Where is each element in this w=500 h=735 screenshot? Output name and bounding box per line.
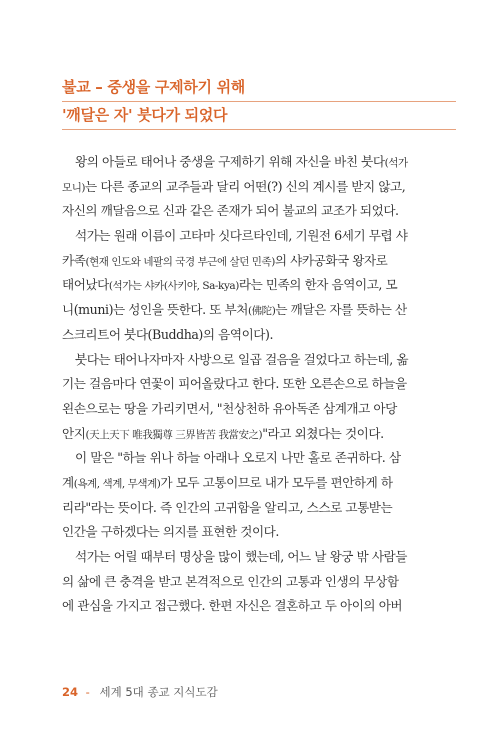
- body-line: [62, 199, 456, 224]
- book-title: 세계 5대 종교 지식도감: [99, 685, 218, 699]
- body-line: [62, 348, 456, 373]
- body-line: [62, 520, 456, 545]
- body-line: [62, 594, 456, 619]
- body-line: [62, 224, 456, 249]
- body-line: [62, 150, 456, 175]
- body-line: [62, 570, 456, 595]
- body-line: [62, 273, 456, 298]
- text-run: 의 삶에 큰 충격을 받고 본격적으로 인간의 고통과 인생의 무상함: [62, 573, 399, 589]
- section-heading: [62, 74, 456, 130]
- body-line: [62, 496, 456, 521]
- body-line: [62, 175, 456, 200]
- text-run: 왼손으로는 땅을 가리키면서, "천상천하 유아독존 삼계개고 아당: [62, 400, 397, 416]
- text-run: 붓다는 태어나자마자 사방으로 일곱 걸음을 걸었다고 하는데, 옮: [75, 351, 409, 367]
- text-run: 이 말은 "하늘 위나 하늘 아래나 오로지 나만 홀로 존귀하다. 삼: [75, 450, 401, 466]
- text-run: 석가는 원래 이름이 고타마 싯다르타인데, 기원전 6세기 무렵 샤: [75, 228, 408, 244]
- footer-separator: -: [85, 685, 90, 699]
- text-run: 기는 걸음마다 연꽃이 피어올랐다고 한다. 또한 오른손으로 하늘을: [62, 376, 407, 392]
- text-run: 안지: [62, 425, 86, 441]
- body-line: [62, 249, 456, 274]
- annotation-run: 모니): [62, 181, 86, 194]
- text-run: 가 모두 고통이므로 내가 모두를 편안하게 하: [160, 474, 393, 490]
- text-run: 는 다른 종교의 교주들과 달리 어떤(?) 신의 계시를 받지 않고,: [85, 178, 406, 194]
- body-line: [62, 471, 456, 496]
- text-run: 스크리트어 붓다(Buddha)의 음역이다).: [62, 326, 274, 342]
- text-run: 카족: [62, 252, 86, 268]
- body-line: [62, 372, 456, 397]
- heading-line-1: 불교 – 중생을 구제하기 위해: [62, 74, 456, 102]
- page-number: 24: [62, 685, 79, 699]
- page-footer: [62, 684, 218, 700]
- body-line: [62, 446, 456, 471]
- body-line: [62, 545, 456, 570]
- text-run: 라는 민족의 한자 음역이고, 모: [238, 277, 398, 293]
- body-line: [62, 422, 456, 447]
- body-text: [62, 150, 456, 619]
- text-run: 니(muni)는 성인을 뜻한다. 또 부처: [62, 302, 248, 318]
- text-run: 계: [62, 474, 74, 490]
- text-run: 태어났다: [62, 277, 109, 293]
- text-run: 의 샤카공화국 왕자로: [274, 252, 388, 268]
- heading-line-2: '깨달은 자' 붓다가 되었다: [62, 102, 456, 130]
- text-run: 인간을 구하겠다는 의지를 표현한 것이다.: [62, 524, 279, 540]
- text-run: 왕의 아들로 태어나 중생을 구제하기 위해 자신을 바친 붓다: [75, 154, 385, 169]
- annotation-run: (佛陀): [247, 305, 276, 318]
- text-run: 리라"라는 뜻이다. 즉 인간의 고귀함을 알리고, 스스로 고통받는: [62, 499, 393, 515]
- annotation-run: (욕계, 색계, 무색계): [73, 477, 161, 490]
- text-run: 자신의 깨달음으로 신과 같은 존재가 되어 불교의 교조가 되었다.: [62, 203, 399, 219]
- body-line: [62, 397, 456, 422]
- body-line: [62, 298, 456, 323]
- annotation-run: (석가: [384, 157, 408, 169]
- text-run: 석가는 어릴 때부터 명상을 많이 했는데, 어느 날 왕궁 밖 사람들: [75, 549, 407, 564]
- text-run: 는 깨달은 자를 뜻하는 산: [275, 302, 407, 318]
- annotation-run: (현재 인도와 네팔의 국경 부근에 살던 민족): [85, 255, 275, 268]
- text-run: "라고 외쳤다는 것이다.: [262, 425, 384, 441]
- annotation-run: (석가는 샤카(사키야, Sa-kya): [108, 280, 239, 293]
- body-line: [62, 323, 456, 348]
- text-run: 에 관심을 가지고 접근했다. 한편 자신은 결혼하고 두 아이의 아버: [62, 598, 403, 614]
- annotation-run: (天上天下 唯我獨尊 三界皆苦 我當安之): [85, 428, 263, 441]
